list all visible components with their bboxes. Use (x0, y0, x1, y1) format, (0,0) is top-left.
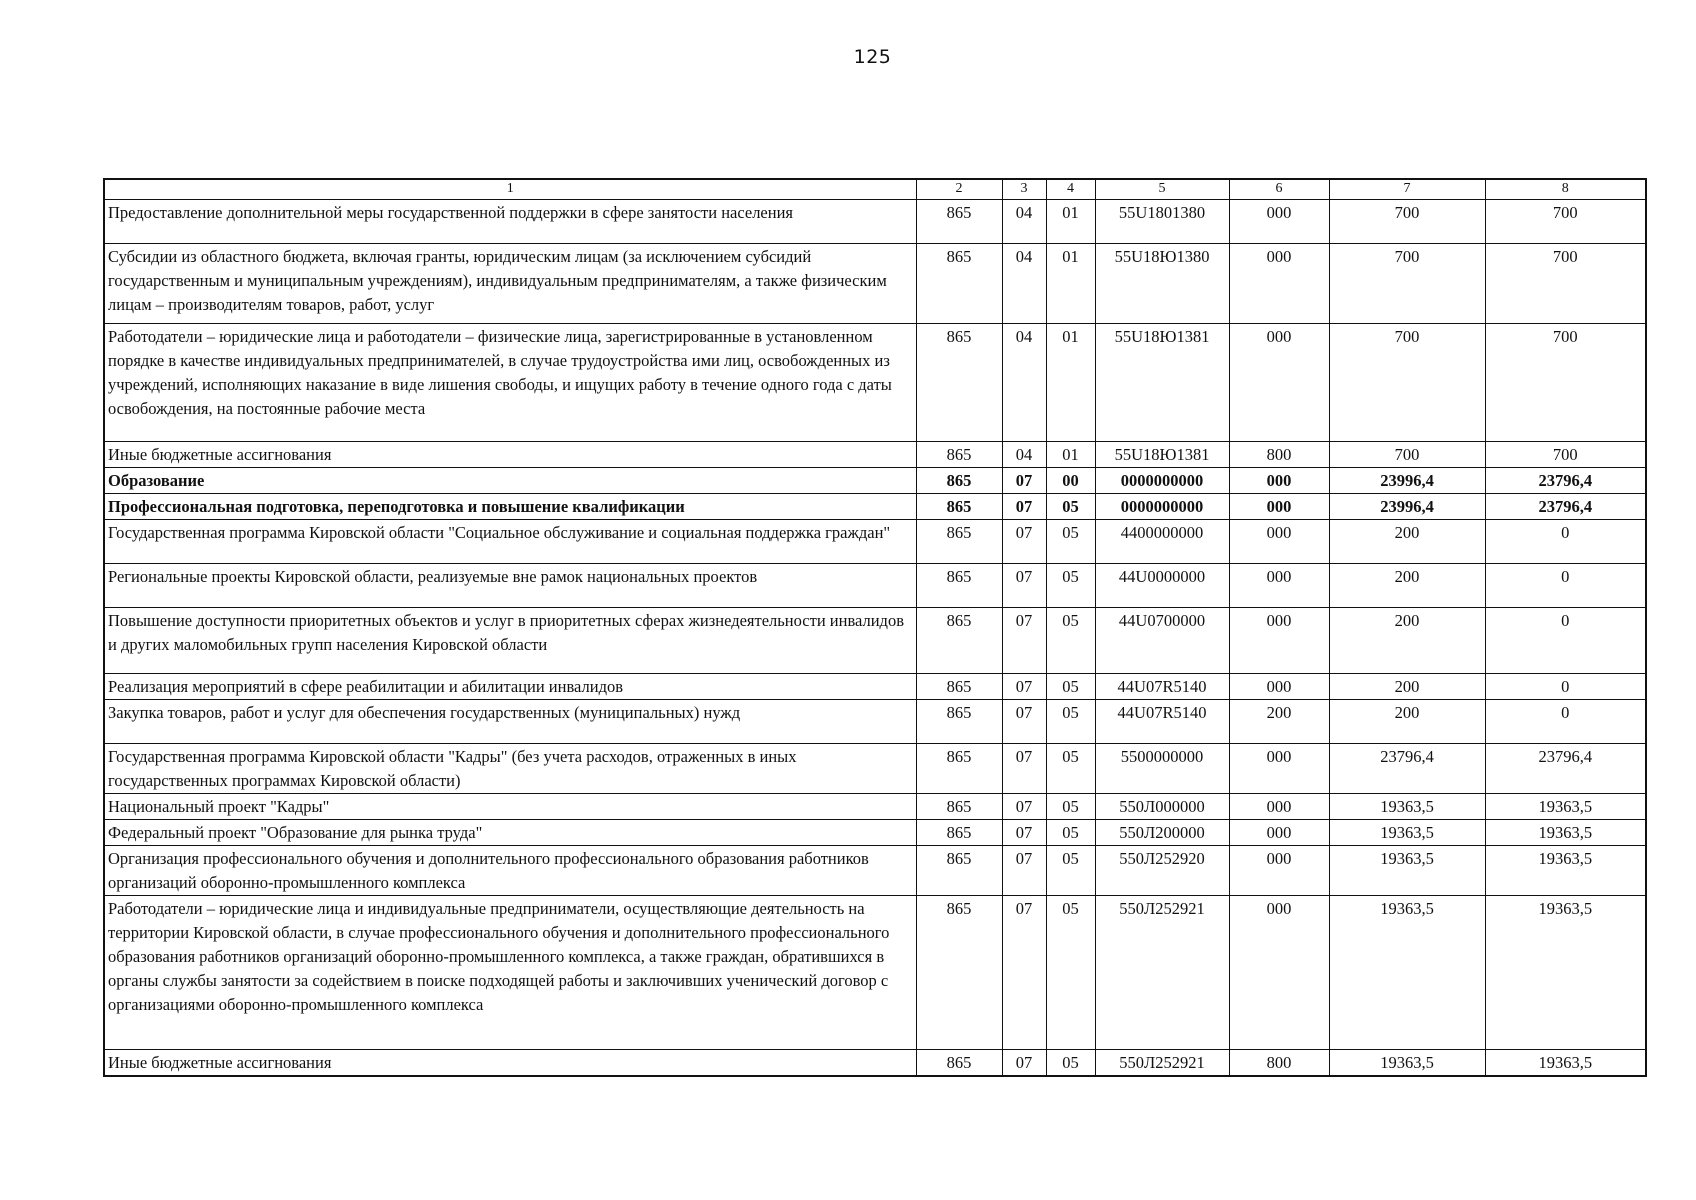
row-name: Закупка товаров, работ и услуг для обеспечения государственных (муниципальных) нужд (104, 700, 916, 744)
column-header-4: 4 (1046, 179, 1095, 200)
table-row (104, 494, 1646, 520)
row-name: Работодатели – юридические лица и индивидуальные предприниматели, осуществляющие деятельность на территории Кировской области, в случае профессионального обучения и дополнительного профессионального образования работников организаций оборонно-промышленного комплекса, а также граждан, обратившихся в органы службы занятости за содействием в поиске подходящей работы и заключивших ученический договор с организациями оборонно-промышленного комплекса (104, 896, 916, 1050)
row-col-8: 19363,5 (1485, 794, 1646, 820)
row-col-8: 23796,4 (1485, 494, 1646, 520)
row-col-5: 44U0000000 (1095, 564, 1229, 608)
row-col-5: 55U18Ю1381 (1095, 442, 1229, 468)
row-col-2: 865 (916, 744, 1002, 794)
row-col-4: 05 (1046, 700, 1095, 744)
row-col-5: 44U0700000 (1095, 608, 1229, 674)
row-col-8: 0 (1485, 700, 1646, 744)
table-row (104, 820, 1646, 846)
row-col-7: 19363,5 (1329, 794, 1485, 820)
row-name: Предоставление дополнительной меры государственной поддержки в сфере занятости населения (104, 200, 916, 244)
row-name: Повышение доступности приоритетных объектов и услуг в приоритетных сферах жизнедеятельности инвалидов и других маломобильных групп населения Кировской области (104, 608, 916, 674)
row-col-2: 865 (916, 1050, 1002, 1077)
row-col-6: 000 (1229, 468, 1329, 494)
row-col-8: 700 (1485, 442, 1646, 468)
row-col-6: 800 (1229, 1050, 1329, 1077)
row-col-8: 19363,5 (1485, 820, 1646, 846)
row-col-4: 05 (1046, 794, 1095, 820)
row-col-3: 07 (1002, 1050, 1046, 1077)
row-col-3: 07 (1002, 896, 1046, 1050)
row-col-3: 04 (1002, 324, 1046, 442)
row-col-6: 000 (1229, 820, 1329, 846)
row-col-5: 550Л252921 (1095, 896, 1229, 1050)
row-name: Организация профессионального обучения и дополнительного профессионального образования работников организаций оборонно-промышленного комплекса (104, 846, 916, 896)
row-col-4: 01 (1046, 200, 1095, 244)
row-col-6: 000 (1229, 896, 1329, 1050)
row-col-8: 0 (1485, 520, 1646, 564)
row-col-4: 05 (1046, 520, 1095, 564)
row-col-4: 00 (1046, 468, 1095, 494)
row-col-2: 865 (916, 674, 1002, 700)
row-col-7: 23996,4 (1329, 468, 1485, 494)
row-col-7: 200 (1329, 520, 1485, 564)
row-col-7: 200 (1329, 700, 1485, 744)
row-col-3: 07 (1002, 700, 1046, 744)
row-col-2: 865 (916, 564, 1002, 608)
row-col-8: 19363,5 (1485, 846, 1646, 896)
row-col-6: 800 (1229, 442, 1329, 468)
row-col-5: 44U07R5140 (1095, 674, 1229, 700)
row-col-4: 05 (1046, 744, 1095, 794)
row-col-6: 000 (1229, 608, 1329, 674)
row-col-6: 000 (1229, 200, 1329, 244)
row-col-8: 700 (1485, 244, 1646, 324)
table-row (104, 520, 1646, 564)
row-col-7: 700 (1329, 324, 1485, 442)
row-col-5: 55U1801380 (1095, 200, 1229, 244)
column-header-6: 6 (1229, 179, 1329, 200)
row-col-6: 000 (1229, 494, 1329, 520)
row-col-2: 865 (916, 608, 1002, 674)
row-name: Национальный проект "Кадры" (104, 794, 916, 820)
row-col-2: 865 (916, 244, 1002, 324)
row-col-2: 865 (916, 324, 1002, 442)
row-name: Региональные проекты Кировской области, реализуемые вне рамок национальных проектов (104, 564, 916, 608)
table-row (104, 674, 1646, 700)
row-col-5: 550Л200000 (1095, 820, 1229, 846)
row-col-3: 07 (1002, 846, 1046, 896)
row-col-3: 07 (1002, 744, 1046, 794)
header-row (104, 179, 1646, 200)
table-row (104, 564, 1646, 608)
row-col-5: 0000000000 (1095, 468, 1229, 494)
row-col-5: 0000000000 (1095, 494, 1229, 520)
row-col-8: 0 (1485, 608, 1646, 674)
row-col-6: 000 (1229, 244, 1329, 324)
row-col-7: 200 (1329, 564, 1485, 608)
row-col-6: 000 (1229, 324, 1329, 442)
row-col-6: 000 (1229, 674, 1329, 700)
row-col-4: 05 (1046, 820, 1095, 846)
row-col-7: 200 (1329, 674, 1485, 700)
row-col-5: 55U18Ю1380 (1095, 244, 1229, 324)
row-col-3: 07 (1002, 564, 1046, 608)
row-name: Государственная программа Кировской области "Социальное обслуживание и социальная поддержка граждан" (104, 520, 916, 564)
row-col-2: 865 (916, 520, 1002, 564)
row-col-8: 19363,5 (1485, 896, 1646, 1050)
row-name: Субсидии из областного бюджета, включая гранты, юридическим лицам (за исключением субсидий государственным и муниципальным учреждениям), индивидуальным предпринимателям, а также физическим лицам – производителям товаров, работ, услуг (104, 244, 916, 324)
column-header-1: 1 (104, 179, 916, 200)
row-col-4: 05 (1046, 674, 1095, 700)
row-col-3: 07 (1002, 820, 1046, 846)
row-col-5: 5500000000 (1095, 744, 1229, 794)
row-col-5: 550Л000000 (1095, 794, 1229, 820)
row-col-2: 865 (916, 794, 1002, 820)
row-col-8: 0 (1485, 564, 1646, 608)
row-col-8: 23796,4 (1485, 744, 1646, 794)
row-col-3: 07 (1002, 494, 1046, 520)
row-col-6: 000 (1229, 520, 1329, 564)
row-name: Иные бюджетные ассигнования (104, 1050, 916, 1077)
row-col-7: 19363,5 (1329, 1050, 1485, 1077)
row-col-6: 000 (1229, 744, 1329, 794)
table-row (104, 244, 1646, 324)
row-col-8: 0 (1485, 674, 1646, 700)
row-col-5: 55U18Ю1381 (1095, 324, 1229, 442)
row-col-5: 550Л252920 (1095, 846, 1229, 896)
budget-table (103, 178, 1647, 1077)
row-col-2: 865 (916, 494, 1002, 520)
row-col-4: 05 (1046, 1050, 1095, 1077)
row-col-4: 05 (1046, 846, 1095, 896)
row-name: Образование (104, 468, 916, 494)
page-number: 125 (853, 46, 892, 68)
row-col-5: 550Л252921 (1095, 1050, 1229, 1077)
table-row (104, 324, 1646, 442)
row-col-8: 700 (1485, 200, 1646, 244)
row-col-4: 01 (1046, 324, 1095, 442)
row-col-4: 05 (1046, 564, 1095, 608)
row-col-2: 865 (916, 700, 1002, 744)
table-body (104, 200, 1646, 1077)
column-header-3: 3 (1002, 179, 1046, 200)
row-col-8: 700 (1485, 324, 1646, 442)
row-col-3: 07 (1002, 520, 1046, 564)
row-col-2: 865 (916, 200, 1002, 244)
row-name: Государственная программа Кировской области "Кадры" (без учета расходов, отраженных в иных государственных программах Кировской области) (104, 744, 916, 794)
row-col-4: 05 (1046, 494, 1095, 520)
row-col-3: 04 (1002, 244, 1046, 324)
row-col-5: 44U07R5140 (1095, 700, 1229, 744)
row-col-7: 700 (1329, 442, 1485, 468)
row-name: Иные бюджетные ассигнования (104, 442, 916, 468)
row-col-2: 865 (916, 846, 1002, 896)
table-row (104, 608, 1646, 674)
table-row (104, 200, 1646, 244)
row-name: Федеральный проект "Образование для рынка труда" (104, 820, 916, 846)
row-col-7: 23796,4 (1329, 744, 1485, 794)
row-col-2: 865 (916, 442, 1002, 468)
table-row (104, 700, 1646, 744)
row-col-4: 05 (1046, 896, 1095, 1050)
row-col-5: 4400000000 (1095, 520, 1229, 564)
row-col-6: 200 (1229, 700, 1329, 744)
row-col-4: 01 (1046, 442, 1095, 468)
table-row (104, 846, 1646, 896)
row-col-7: 19363,5 (1329, 896, 1485, 1050)
row-name: Профессиональная подготовка, переподготовка и повышение квалификации (104, 494, 916, 520)
row-col-7: 700 (1329, 244, 1485, 324)
table-row (104, 794, 1646, 820)
row-col-8: 23796,4 (1485, 468, 1646, 494)
table-row (104, 468, 1646, 494)
table-header (104, 179, 1646, 200)
row-col-6: 000 (1229, 794, 1329, 820)
row-col-6: 000 (1229, 846, 1329, 896)
column-header-7: 7 (1329, 179, 1485, 200)
row-col-3: 07 (1002, 468, 1046, 494)
column-header-8: 8 (1485, 179, 1646, 200)
row-col-7: 200 (1329, 608, 1485, 674)
row-name: Реализация мероприятий в сфере реабилитации и абилитации инвалидов (104, 674, 916, 700)
row-col-3: 07 (1002, 794, 1046, 820)
row-name: Работодатели – юридические лица и работодатели – физические лица, зарегистрированные в установленном порядке в качестве индивидуальных предпринимателей, в случае трудоустройства ими лиц, освобожденных из учреждений, исполняющих наказание в виде лишения свободы, и ищущих работу в течение одного года с даты освобождения, на постоянные рабочие места (104, 324, 916, 442)
row-col-8: 19363,5 (1485, 1050, 1646, 1077)
row-col-2: 865 (916, 820, 1002, 846)
table-row (104, 744, 1646, 794)
table-row (104, 896, 1646, 1050)
row-col-4: 05 (1046, 608, 1095, 674)
row-col-3: 04 (1002, 442, 1046, 468)
row-col-7: 19363,5 (1329, 846, 1485, 896)
table-row (104, 442, 1646, 468)
table-row (104, 1050, 1646, 1077)
row-col-4: 01 (1046, 244, 1095, 324)
row-col-7: 700 (1329, 200, 1485, 244)
column-header-5: 5 (1095, 179, 1229, 200)
row-col-3: 07 (1002, 674, 1046, 700)
row-col-2: 865 (916, 468, 1002, 494)
row-col-6: 000 (1229, 564, 1329, 608)
row-col-3: 07 (1002, 608, 1046, 674)
row-col-3: 04 (1002, 200, 1046, 244)
row-col-7: 19363,5 (1329, 820, 1485, 846)
column-header-2: 2 (916, 179, 1002, 200)
row-col-2: 865 (916, 896, 1002, 1050)
row-col-7: 23996,4 (1329, 494, 1485, 520)
